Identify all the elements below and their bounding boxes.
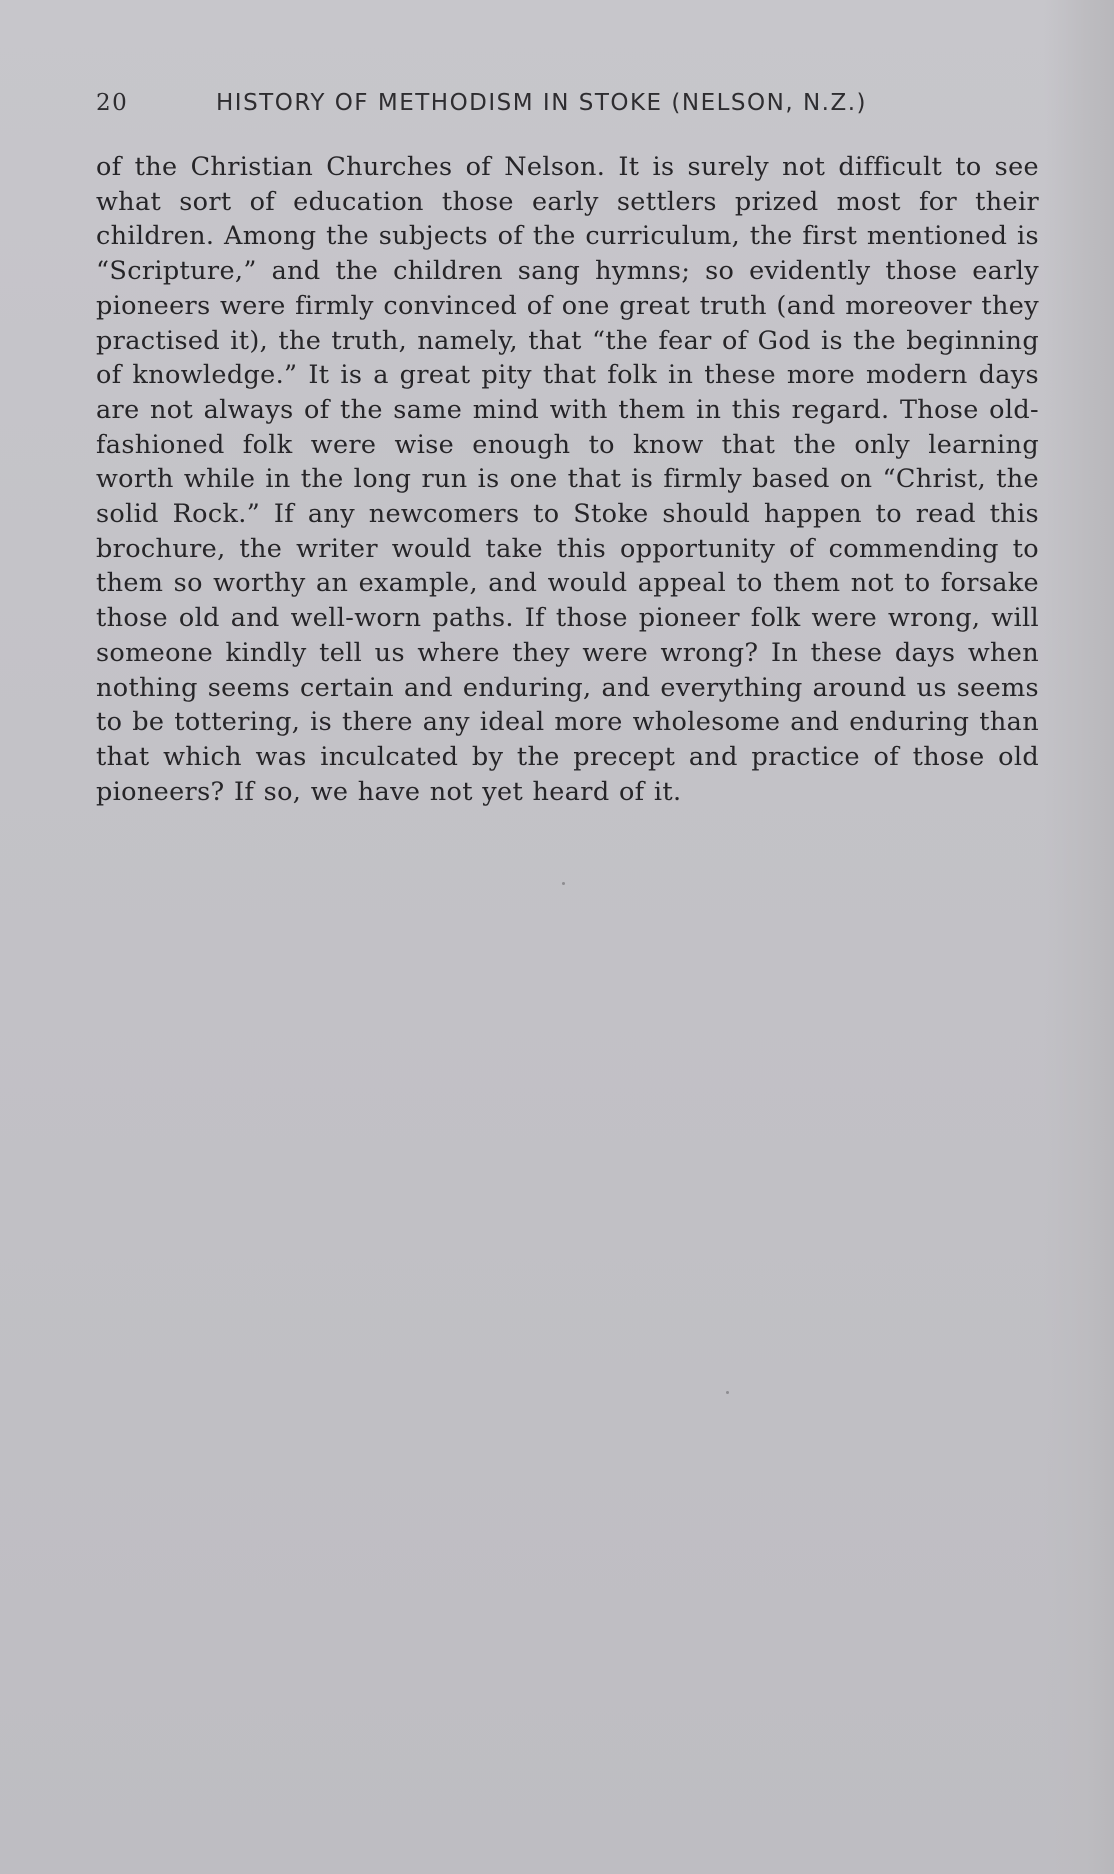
page-edge-shadow: [1044, 0, 1114, 1874]
running-title: HISTORY OF METHODISM IN STOKE (NELSON, N.Z.): [216, 90, 868, 116]
page-number: 20: [96, 90, 129, 116]
paper-speck: [562, 882, 565, 885]
running-header: [96, 90, 956, 124]
paper-speck: [726, 1391, 729, 1394]
body-paragraph: of the Christian Churches of Nelson. It is surely not difficult to see what sort of education those early settlers prized most for their children. Among the subjects of the curriculum, the first mentioned is “Scripture,” and the children sang hymns; so evidently those early pioneers were firmly convinced of one great truth (and moreover they practised it), the truth, namely, that “the fear of God is the beginning of knowledge.” It is a great pity that folk in these more modern days are not always of the same mind with them in this regard. Those old-fashioned folk were wise enough to know that the only learning worth while in the long run is one that is firmly based on “Christ, the solid Rock.” If any newcomers to Stoke should happen to read this brochure, the writer would take this opportunity of commending to them so worthy an example, and would appeal to them not to forsake those old and well-worn paths. If those pioneer folk were wrong, will someone kindly tell us where they were wrong? In these days when nothing seems certain and enduring, and everything around us seems to be tottering, is there any ideal more wholesome and enduring than that which was inculcated by the precept and practice of those old pioneers? If so, we have not yet heard of it.: [96, 152, 1039, 807]
